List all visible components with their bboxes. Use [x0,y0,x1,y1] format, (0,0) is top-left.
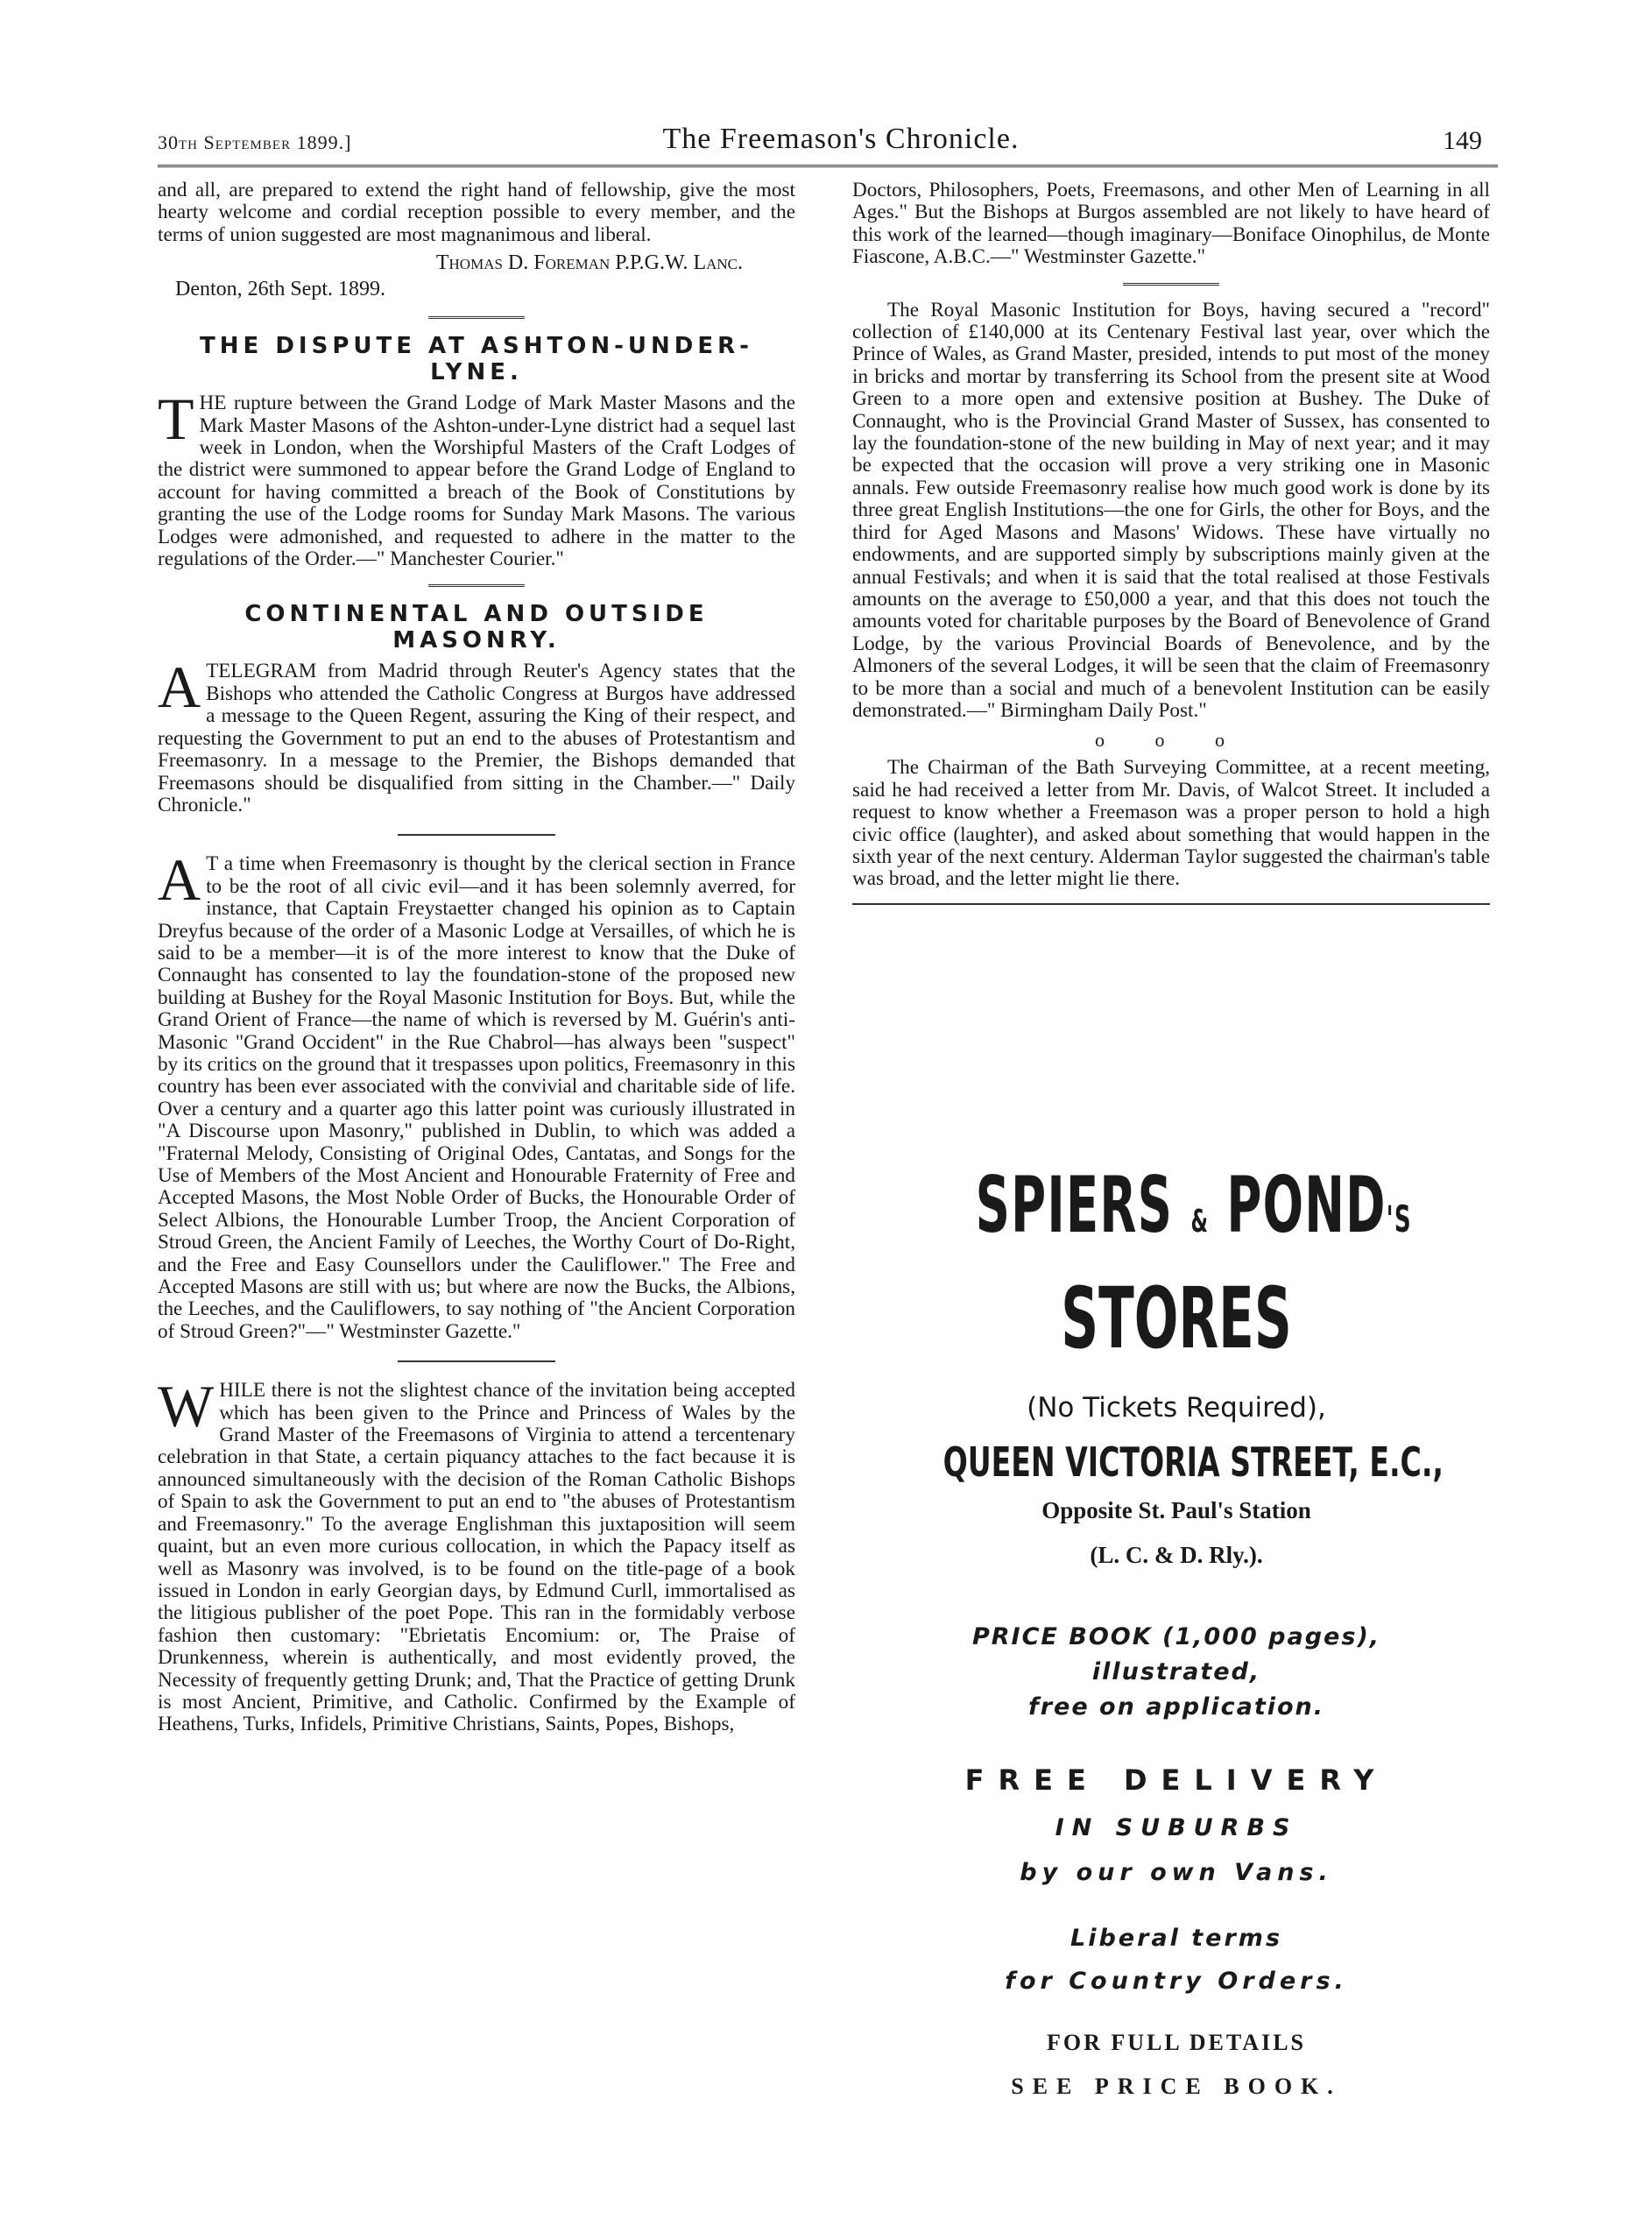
ad-address: QUEEN VICTORIA STREET, E.C., [942,1438,1444,1486]
at-a-time-body: T a time when Freemasonry is thought by the clerical section in France to be the root of all civic evil—and it has been solemnly averred, for instance, that Captain Freystaetter changed his opinion as to Captain Dreyfus because of the order of a Masonic Lodge at Versailles, of which he is said to be a member—it is of the more interest to know that the Duke of Connaught has consented to lay the foundation-stone of the proposed new building at Bushey for the Royal Masonic Institution for Boys. But, while the Grand Orient of France—the name of which is reversed by M. Guérin's anti-Masonic "Grand Occident" in the Rue Chabrol—has always been "suspect" by its critics on the ground that it trespasses upon politics, Freemasonry in this country has been ever associated with the convivial and charitable side of life. Over a century and a quarter ago this latter point was curiously illustrated in "A Discourse upon Masonry," published in Dublin, to which was added a "Fraternal Melody, Consisting of Original Odes, Cantatas, and Songs for the Use of Members of the Most Ancient and Honourable Fraternity of Free and Accepted Masons, the Most Noble Order of Bucks, the Honourable Order of Select Albions, the Honourable Lumber Troop, the Ancient Corporation of Stroud Green, the Ancient Family of Leeches, the Worthy Court of Do-Right, and the Free and Easy Counsellors under the Cauliflower." The Free and Accepted Masons are still with us; but where are now the Bucks, the Albions, the Leeches, and the Cauliflowers, to say nothing of "the Ancient Corporation of Stroud Green?"—" Westminster Gazette." [158,852,795,1343]
section-divider [1123,283,1219,286]
continuation-paragraph: Doctors, Philosophers, Poets, Freemasons, and other Men of Learning in all Ages." But the Bishops at Burgos assembled are not likely to have heard of this work of the learned—though imaginary—Boniface Oinophilus, de Monte Fiascone, A.B.C.—" Westminster Gazette." [852,179,1490,269]
section-divider [398,834,555,836]
ad-in-suburbs: IN SUBURBS [1055,1814,1298,1841]
right-column [852,180,1490,905]
ad-free-delivery: FREE DELIVERY [964,1763,1388,1797]
continental-body: from Madrid through Reuter's Agency states that the Bishops who attended the Catholic Congress at Burgos have addressed a message to the Queen Regent, assuring the King of their respect, and requesting the Government to put an end to the abuses of Protestantism and Freemasonry. In a message to the Premier, the Bishops demanded that Freemasons should be disqualified from sitting in the Chamber.—" Daily Chronicle." [158,660,795,816]
section-divider [428,316,525,319]
bath-article: The Chairman of the Bath Surveying Committee, at a recent meeting, said he had received a letter from Mr. Davis, of Walcot Street. It included a request to know whether a Freemason was a proper person to hold a high civic office (laughter), and asked about something that would happen in the sixth year of the next century. Alderman Taylor suggested the chairman's table was broad, and the letter might lie there. [852,756,1490,891]
drop-cap: W [158,1373,215,1440]
ad-opposite: Opposite St. Paul's Station [1041,1497,1311,1523]
ornament-separator: o o o [1095,729,1247,752]
while-article [158,1373,795,1736]
ad-price-book-2: illustrated, [1091,1658,1261,1685]
ad-brand-line-2: STORES [1061,1269,1292,1367]
header-rule [158,165,1498,167]
while-body: HILE there is not the slightest chance of the invitation being accepted which has been given to the Prince and Princess of Wales by the Grand Master of the Freemasons of Virginia to attend a tercentenary celebration in that State, a certain piquancy attaches to the fact because it is announced simultaneously with the decision of the Roman Catholic Bishops of Spain to ask the Government to put an end to "the abuses of Protestantism and Freemasonry." To the average Englishman this juxtaposition will seem quaint, but an even more curious collocation, in which the Papacy itself as well as Masonry was involved, is to be found on the title-page of a book issued in London in early Georgian days, by Edmund Curll, immortalised as the litigious publisher of the poet Pope. This ran in the formidably verbose fashion then customary: "Ebrietatis Encomium: or, The Praise of Drunkenness, wherein is authentically, and most evidently proved, the Necessity of frequently getting Drunk; and, That the Practice of getting Drunk is most Ancient, Primitive, and Catholic. Confirmed by the Example of Heathens, Turks, Infidels, Primitive Christians, Saints, Popes, Bishops, [158,1379,795,1736]
section-divider [428,584,525,587]
ad-brand-spiers: SPIERS [975,1160,1174,1250]
page-header [158,123,1524,166]
drop-cap: T [158,385,194,453]
ashton-body: rupture between the Grand Lodge of Mark Master Masons and the Mark Master Masons of the Ashton-under-Lyne district had a sequel last week in London, when the Worshipful Masters of the Craft Lodges of the district were summoned to appear before the Grand Lodge of England to account for having committed a breach of the Book of Constitutions by granting the use of the Lodge rooms for Sunday Mark Masons. The various Lodges were admonished, and requested to adhere in the matter to the regulations of the Order.—" Manchester Courier." [158,392,795,571]
letter-date: Denton, 26th Sept. 1899. [175,278,385,301]
spiers-pond-advertisement [852,1160,1500,2100]
ad-country-orders: for Country Orders. [1005,1968,1348,1995]
ad-brand-line-1 [975,1160,1412,1262]
ad-railway: (L. C. & D. Rly.). [1090,1542,1263,1568]
drop-cap: A [158,846,201,914]
letter-signature: Thomas D. Foreman P.P.G.W. Lanc. [435,251,743,275]
issue-date: 30th September 1899.] [158,131,352,153]
ad-full-details: FOR FULL DETAILS [1046,2030,1306,2055]
continental-article [158,654,795,816]
ad-brand-ampersand: & [1190,1204,1210,1240]
ashton-heading: THE DISPUTE AT ASHTON-UNDER-LYNE. [200,333,753,386]
ashton-article [158,385,795,571]
drop-cap: A [158,654,201,721]
ad-price-book-3: free on application. [1027,1693,1325,1721]
ad-see-price-book: SEE PRICE BOOK. [1011,2074,1342,2099]
page-number: 149 [1443,126,1482,155]
left-column [158,180,795,1736]
continental-heading: CONTINENTAL AND OUTSIDE MASONRY. [244,601,709,654]
section-divider [398,1360,555,1362]
ad-brand-suffix: 'S [1386,1198,1412,1240]
royal-masonic-article: The Royal Masonic Institution for Boys, having secured a "record" collection of £140,000 at its Centenary Festival last year, over which the Prince of Wales, as Grand Master, presided, intends to put most of the money in bricks and mortar by transferring its School from the present site at Wood Green to a more open and extensive position at Bushey. The Duke of Connaught, who is the Provincial Grand Master of Sussex, has consented to lay the foundation-stone of the new building in May of next year; and it may be expected that the occasion will prove a very striking one in Masonic annals. Few outside Freemasonry realise how much good work is done by its three great English Institutions—the one for Girls, the other for Boys, and the third for Aged Masons and Masons' Widows. These have virtually no endowments, and are supported simply by subscriptions mainly given at the annual Festivals; and when it is said that the total realised at those Festivals amounts on the average to £50,000 a year, and that this does not touch the amounts voted for charitable purposes by the Board of Benevolence of Grand Lodge, by the various Provincial Boards of Benevolence, and by the Almoners of the several Lodges, it will be seen that the claim of Freemasonry to be more than a social and much of a benevolent Institution can be easily demonstrated.—" Birmingham Daily Post." [852,298,1490,722]
lead-word: TELEGRAM [206,660,317,683]
column-rule [852,903,1490,905]
lead-word: HE [199,392,227,415]
ad-price-book-1: PRICE BOOK (1,000 pages), [971,1623,1381,1650]
ad-no-tickets: (No Tickets Required), [1027,1392,1326,1424]
ad-own-vans: by our own Vans. [1020,1859,1333,1886]
ad-liberal-terms: Liberal terms [1070,1925,1283,1952]
ad-brand-pond: POND [1226,1160,1387,1250]
at-a-time-article [158,846,795,1343]
letter-conclusion: and all, are prepared to extend the right hand of fellowship, give the most hearty welcome and cordial reception possible to every member, and the terms of union suggested are most magnanimous and liberal. [158,179,795,246]
publication-title: The Freemason's Chronicle. [662,123,1020,155]
